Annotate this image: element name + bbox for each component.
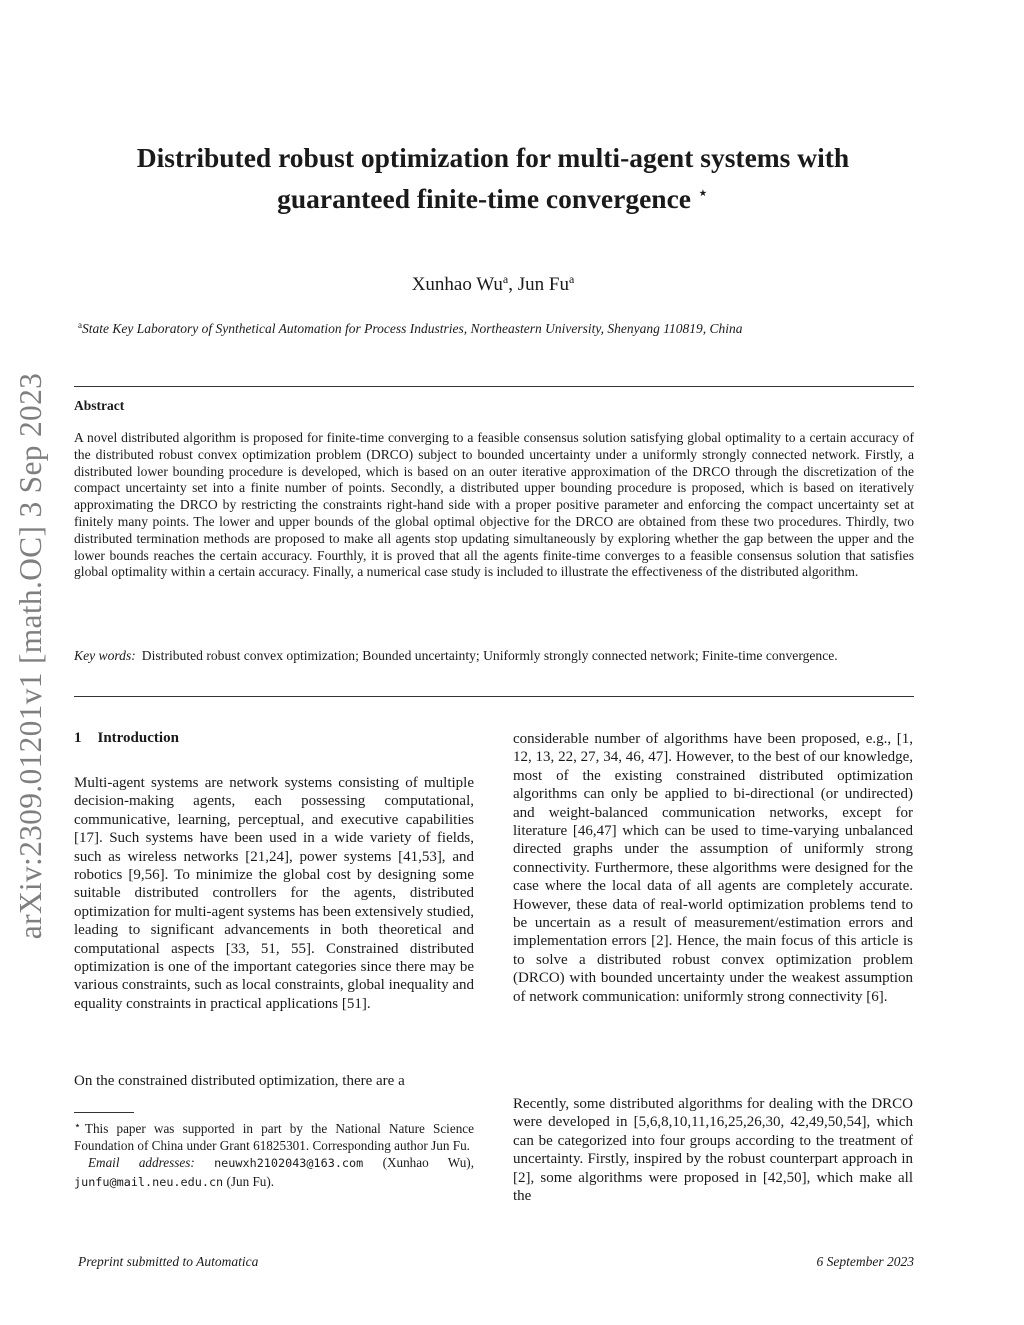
intro-paragraph-1: Multi-agent systems are network systems consisting of multiple decision-making agents, each possessing computational, communicative, learning, perceptual, and executive capabilities [17]. Such systems have been used in a wide variety of fields, such as wireless networks [21,24], power systems [41,53], and robotics [9,56]. To minimize the global cost by designing some suitable distributed controllers for the agents, distributed optimization for multi-agent systems has been extensively studied, leading to significant advancements in both theoretical and computational aspects [33, 51, 55]. Constrained distributed optimization is one of the important categories since there may be various constraints, such as local constraints, global inequality and equality constraints in practical applications [51]. [74, 775, 474, 1012]
keywords [74, 648, 914, 665]
footer-date: 6 September 2023 [816, 1254, 914, 1269]
footnote-emails [74, 1154, 474, 1190]
section-title: Introduction [97, 730, 179, 746]
author-list [0, 272, 986, 296]
section-heading [74, 730, 179, 747]
section-number: 1 [74, 730, 82, 746]
title-line-2 [60, 176, 926, 217]
arxiv-sidebar [0, 336, 62, 976]
keywords-label: Key words: [74, 648, 136, 663]
affiliation-mark: a [78, 320, 82, 330]
keywords-text: Distributed robust convex optimization; Bounded uncertainty; Uniformly strongly connected network; Finite-time convergence. [141, 648, 838, 663]
abstract-bottom-rule [74, 696, 914, 697]
intro-paragraph-3: considerable number of algorithms have been proposed, e.g., [1, 12, 13, 22, 27, 34, 46, 47]. However, to the best of our knowledge, most of the existing constrained distributed optimization algorithms can only be applied to bi-directional (or undirected) and weight-balanced communication networks, except for literature [46,47] which can be used to time-varying unbalanced directed graphs under the assumption of uniformly strong connectivity. Furthermore, these algorithms were designed for the case where the local data of all agents are completely accurate. However, these data of real-world optimization problems tend to be uncertain as a result of measurement/estimation errors and implementation errors [2]. Hence, the main focus of this article is to solve a distributed robust convex optimization problem (DRCO) with bounded uncertainty under the weakest assumption of network communication: uniformly strong connectivity [6]. [513, 731, 913, 1005]
abstract-body: A novel distributed algorithm is proposed for finite-time converging to a feasible consensus solution satisfying global optimality to a certain accuracy of the distributed robust convex optimization problem (DRCO) subject to bounded uncertainty under a uniformly strongly connected network. Firstly, a distributed lower bounding procedure is developed, which is based on an outer iterative approximation of the DRCO through the discretization of the compact uncertainty set into a finite number of points. Secondly, a distributed upper bounding procedure is proposed, which is based on iteratively approximating the DRCO by restricting the constraints right-hand side with a proper positive parameter and enforcing the compact uncertainty set at finitely many points. The lower and upper bounds of the global optimal objective for the DRCO are obtained from these two procedures. Thirdly, two distributed termination methods are proposed to make all agents stop updating simultaneously by exploring whether the gap between the upper and the lower bounds reaches the certain accuracy. Fourthly, it is proved that all the agents finite-time converges to a feasible consensus solution that satisfies global optimality within a certain accuracy. Finally, a numerical case study is included to illustrate the effectiveness of the distributed algorithm. [74, 430, 914, 580]
left-column-para-1 [74, 774, 474, 1013]
paper-title [60, 140, 926, 217]
abstract-heading: Abstract [74, 398, 125, 413]
intro-paragraph-2: On the constrained distributed optimization, there are a [74, 1073, 405, 1089]
footnote-rule [74, 1112, 134, 1113]
affiliation [78, 320, 918, 337]
right-column-para-2 [513, 1095, 913, 1205]
left-column-para-2 [74, 1072, 474, 1090]
abstract-top-rule [74, 386, 914, 387]
footnote-funding [74, 1118, 474, 1154]
footnote-star: ⋆ [74, 1120, 81, 1132]
title-line-2-text: guaranteed finite-time convergence [277, 183, 691, 214]
footnote-funding-text: This paper was supported in part by the National Nature Science Foundation of China under Grant 61825301. Corresponding author Jun Fu. [74, 1121, 474, 1154]
intro-paragraph-4: Recently, some distributed algorithms for dealing with the DRCO were developed in [5,6,8,10,11,16,25,26,30, 42,49,50,54], which can be categorized into four groups according to the treatment of uncertainty. Firstly, inspired by the robust counterpart approach in [2], some algorithms were proposed in [42,50], which make all the [513, 1096, 913, 1205]
title-footnote-star: ⋆ [697, 183, 709, 204]
title-line-1: Distributed robust optimization for multi-agent systems with [136, 142, 850, 173]
author-1-name: Xunhao Wu [411, 274, 503, 295]
email-1-owner: (Xunhao Wu), [382, 1155, 474, 1171]
author-2-name: Jun Fu [517, 274, 569, 295]
author-2-affil-mark: a [568, 272, 575, 286]
footnote [74, 1118, 474, 1191]
author-separator: , [508, 274, 518, 295]
affiliation-text: State Key Laboratory of Synthetical Automation for Process Industries, Northeastern University, Shenyang 110819, China [82, 321, 743, 336]
arxiv-identifier: arXiv:2309.01201v1 [math.OC] 3 Sep 2023 [13, 372, 48, 940]
right-column-para-1 [513, 730, 913, 1006]
author-1-affil-mark: a [502, 272, 509, 286]
email-2-owner: (Jun Fu). [226, 1173, 275, 1189]
footer-preprint: Preprint submitted to Automatica [78, 1254, 259, 1269]
email-label: Email addresses: [88, 1155, 195, 1171]
email-1[interactable]: neuwxh2102043@163.com [214, 1156, 364, 1171]
email-2[interactable]: junfu@mail.neu.edu.cn [74, 1174, 224, 1189]
